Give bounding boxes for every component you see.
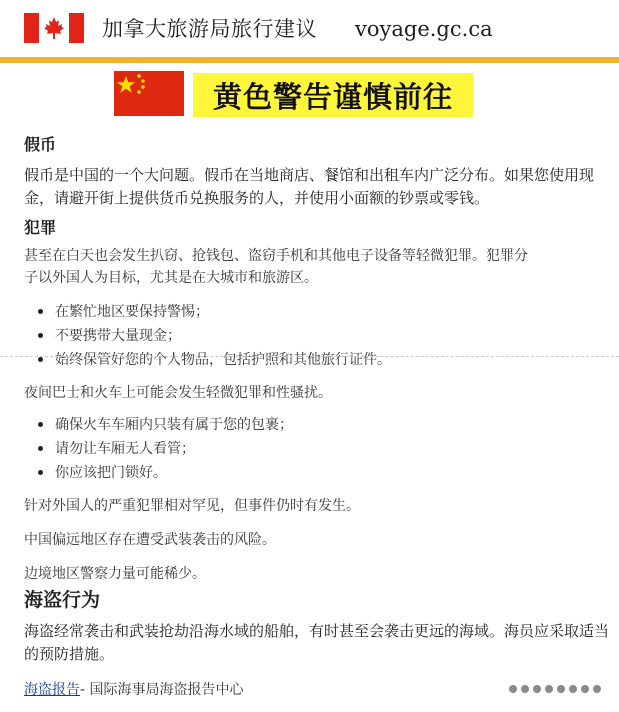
bullet-icon <box>38 422 43 427</box>
header-url[interactable]: voyage.gc.ca <box>355 17 493 41</box>
crime-serious-line: 针对外国人的严重犯罪相对罕见，但事件仍时有发生。 <box>24 498 360 514</box>
counterfeit-paragraph: 假币是中国的一个大问题。假币在当地商店、餐馆和出租车内广泛分布。如果您使用现金，请避开街上提供货币兑换服务的人，并使用小面额的钞票或零钱。 <box>24 166 595 207</box>
crime-intro-line-2: 子以外国人为目标，尤其是在大城市和旅游区。 <box>24 270 318 286</box>
china-flag-icon <box>114 71 184 116</box>
crime-remote-line: 中国偏远地区存在遭受武装袭击的风险。 <box>24 532 276 548</box>
bullet-icon <box>38 446 43 451</box>
crime-intro-line-1: 甚至在白天也会发生扒窃、抢钱包、盗窃手机和其他电子设备等轻微犯罪。犯罪分 <box>24 248 528 264</box>
piracy-report-link[interactable]: 海盗报告 <box>24 682 80 698</box>
header-gold-bar <box>0 57 619 63</box>
watermark-icon <box>507 683 607 695</box>
crime-night-line: 夜间巴士和火车上可能会发生轻微犯罪和性骚扰。 <box>24 385 332 401</box>
counterfeit-heading: 假币 <box>24 135 57 154</box>
site-header <box>0 0 619 58</box>
piracy-report-suffix: - 国际海事局海盗报告中心 <box>80 682 244 698</box>
piracy-report-line <box>24 680 244 700</box>
crime-border-line: 边境地区警察力量可能稀少。 <box>24 566 206 582</box>
warning-label: 黄色警告谨慎前往 <box>212 79 453 114</box>
canada-flag-icon <box>24 13 84 43</box>
bullet-icon <box>38 470 43 475</box>
header-title: 加拿大旅游局旅行建议 <box>102 17 317 41</box>
crime-heading: 犯罪 <box>24 218 57 237</box>
bullet-icon <box>38 333 43 338</box>
bullet-icon <box>38 309 43 314</box>
warning-banner <box>193 73 473 117</box>
bullet-icon <box>38 357 43 362</box>
piracy-paragraph: 海盗经常袭击和武装抢劫沿海水域的船舶，有时甚至会袭击更远的海域。海员应采取适当的预防措施。 <box>24 622 610 663</box>
dashed-divider <box>0 356 619 357</box>
piracy-heading: 海盗行为 <box>24 589 101 611</box>
